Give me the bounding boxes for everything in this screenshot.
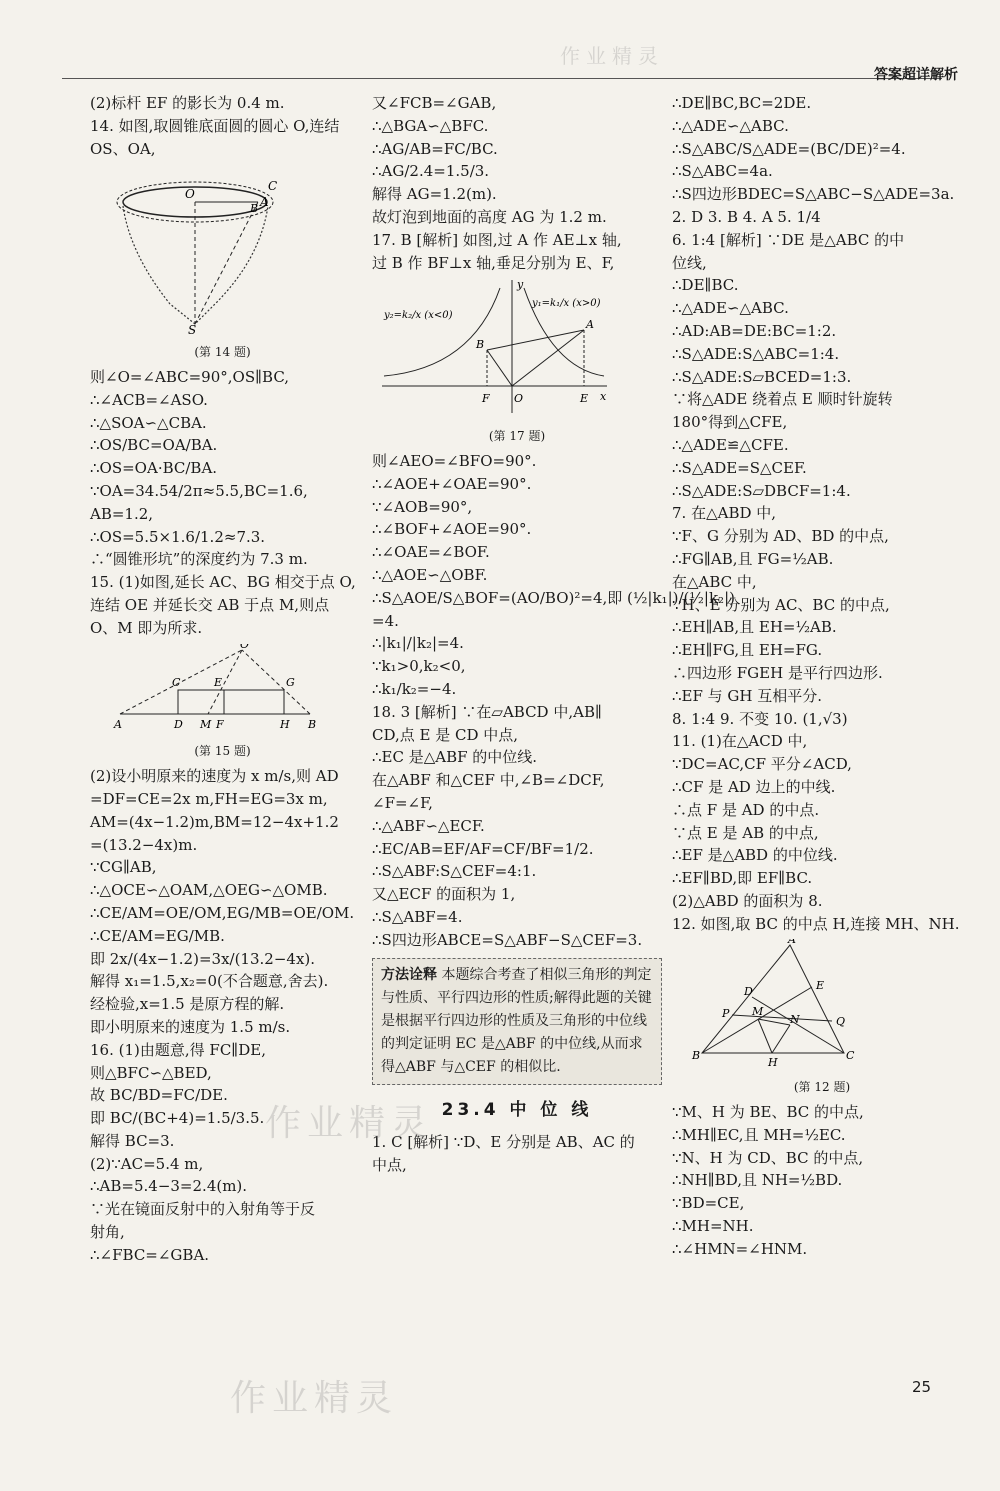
col3-line: 位线, [672, 253, 707, 272]
col3-line: 6. 1:4 [解析] ∵DE 是△ABC 的中 [672, 230, 905, 249]
col1-line: ∴∠FBC=∠GBA. [90, 1245, 210, 1264]
col3-line: ∴AD:AB=DE:BC=1:2. [672, 321, 837, 340]
col3-line: ∵F、G 分别为 AD、BD 的中点, [672, 527, 889, 546]
figure-17-diagram [372, 278, 612, 418]
svg-text:C: C [268, 179, 278, 194]
col1-line: ∴“圆锥形坑”的深度约为 7.3 m. [90, 550, 308, 569]
svg-text:C: C [172, 675, 181, 689]
col3-line: ∴S△ABC=4a. [672, 162, 773, 181]
figure-17-caption: (第 17 题) [488, 429, 546, 444]
header-title: 答案超详解析 [874, 67, 958, 83]
col1-line: =DF=CE=2x m,FH=EG=3x m, [90, 789, 328, 808]
col1-line: ∵OA=34.54/2π≈5.5,BC=1.6, [90, 481, 308, 500]
figure-15-diagram [90, 644, 330, 734]
col3-line: ∴EH∥AB,且 EH=½AB. [672, 618, 837, 637]
col2-line: ∴∠BOF+∠AOE=90°. [372, 520, 532, 539]
col1-line: ∴OS=OA·BC/BA. [90, 459, 218, 478]
figure-15 [90, 644, 355, 764]
col1-lines-b [90, 366, 355, 640]
col3-line: ∴CF 是 AD 边上的中线. [672, 777, 836, 796]
svg-text:D: D [174, 717, 183, 731]
col1-lines-a [90, 92, 355, 160]
col3-line: ∵N、H 为 CD、BC 的中点, [672, 1148, 864, 1167]
col1-line: 15. (1)如图,延长 AC、BG 相交于点 O, [90, 573, 356, 592]
col3-line: ∴MH=NH. [672, 1217, 754, 1236]
col3-line: ∴S△ADE:S▱DBCF=1:4. [672, 481, 851, 500]
col3-line: 在△ABC 中, [672, 572, 757, 591]
svg-text:H: H [280, 717, 290, 731]
svg-text:x: x [600, 390, 607, 404]
col1-line: AM=(4x−1.2)m,BM=12−4x+1.2 [90, 812, 339, 831]
col3-line: ∴EF∥BD,即 EF∥BC. [672, 869, 813, 888]
svg-text:B: B [250, 202, 259, 216]
col3-line: ∴点 F 是 AD 的中点. [672, 800, 820, 819]
col2-line: ∴|k₁|/|k₂|=4. [372, 634, 464, 653]
col2-line: ∴EC/AB=EF/AF=CF/BF=1/2. [372, 839, 594, 858]
col3-lines-a [672, 92, 972, 935]
figure-14-diagram [90, 164, 290, 334]
col1-line: 即 2x/(4x−1.2)=3x/(13.2−4x). [90, 949, 316, 968]
col2-line: 中点, [372, 1156, 407, 1175]
col2-line: ∴△BGA∽△BFC. [372, 116, 489, 135]
svg-text:Q: Q [836, 1015, 846, 1029]
svg-text:C: C [846, 1049, 855, 1063]
col2-line: ∴AG/2.4=1.5/3. [372, 162, 490, 181]
col2-line: 17. B [解析] 如图,过 A 作 AE⊥x 轴, [372, 230, 622, 249]
col2-line: 又∠FCB=∠GAB, [372, 94, 497, 112]
col2-line: 则∠AEO=∠BFO=90°. [372, 451, 537, 470]
col3-line: ∴EF 与 GH 互相平分. [672, 686, 823, 705]
col3-line: ∵点 E 是 AB 的中点, [672, 823, 819, 842]
col3-line: ∴EH∥FG,且 EH=FG. [672, 641, 823, 660]
svg-text:H: H [768, 1056, 778, 1070]
col2-line: =4. [372, 611, 399, 630]
col1-line: (2)标杆 EF 的影长为 0.4 m. [90, 94, 285, 112]
col1-line: 16. (1)由题意,得 FC∥DE, [90, 1040, 266, 1059]
col3-line: ∴S△ADE:S△ABC=1:4. [672, 344, 840, 363]
watermark-2: 作业精灵 [265, 1103, 434, 1144]
col1-line: ∴CE/AM=EG/MB. [90, 926, 225, 945]
watermark-3: 作业精灵 [560, 44, 664, 68]
svg-text:O: O [185, 187, 195, 202]
col3-line: ∴EF 是△ABD 的中位线. [672, 846, 838, 865]
svg-text:O: O [240, 643, 250, 651]
figure-14 [90, 164, 355, 364]
col3-line: 11. (1)在△ACD 中, [672, 732, 808, 751]
svg-text:F: F [482, 392, 490, 406]
col1-line: 14. 如图,取圆锥底面圆的圆心 O,连结 [90, 116, 340, 135]
col2-line: 过 B 作 BF⊥x 轴,垂足分别为 E、F, [372, 253, 615, 272]
col3-line: ∴△ADE∽△ABC. [672, 299, 789, 318]
col3-lines-b [672, 1101, 972, 1261]
col3-line: ∵DC=AC,CF 平分∠ACD, [672, 755, 852, 774]
col1-line: (2)∵AC=5.4 m, [90, 1154, 204, 1173]
col2-line: 在△ABF 和△CEF 中,∠B=∠DCF, [372, 771, 605, 790]
col1-line: 射角, [90, 1223, 125, 1242]
svg-text:E: E [816, 979, 825, 993]
col2-line: ∴k₁/k₂=−4. [372, 679, 457, 698]
col1-line: 连结 OE 并延长交 AB 于点 M,则点 [90, 595, 330, 614]
col3-line: ∴NH∥BD,且 NH=½BD. [672, 1171, 843, 1190]
col3-line: ∴△ADE≌△CFE. [672, 435, 789, 454]
col3-line: ∴MH∥EC,且 MH=½EC. [672, 1125, 846, 1144]
col2-line: ∴△ABF∽△ECF. [372, 816, 485, 835]
col2-line: ∴S四边形ABCE=S△ABF−S△CEF=3. [372, 930, 643, 949]
col2-line: ∴△AOE∽△OBF. [372, 565, 488, 584]
svg-text:B: B [476, 338, 485, 352]
col2-line: 又△ECF 的面积为 1, [372, 885, 516, 904]
col2-line: 18. 3 [解析] ∵在▱ABCD 中,AB∥ [372, 702, 602, 721]
column-3 [672, 92, 972, 1261]
svg-text:B: B [308, 717, 317, 731]
col1-line: ∴AB=5.4−3=2.4(m). [90, 1177, 248, 1196]
svg-text:P: P [722, 1007, 730, 1021]
col2-line: ∴S△ABF=4. [372, 907, 463, 926]
col1-line: 经检验,x=1.5 是原方程的解. [90, 995, 285, 1014]
method-note-title: 方法诠释 [381, 966, 437, 983]
col1-line: 则∠O=∠ABC=90°,OS∥BC, [90, 367, 290, 386]
col1-line: 即小明原来的速度为 1.5 m/s. [90, 1017, 291, 1036]
col2-line: ∵k₁>0,k₂<0, [372, 657, 466, 676]
col3-line: ∵H、E 分别为 AC、BC 的中点, [672, 595, 890, 614]
col3-line: 180°得到△CFE, [672, 413, 788, 432]
col1-line: ∴△OCE∽△OAM,△OEG∽△OMB. [90, 881, 328, 900]
col3-line: (2)△ABD 的面积为 8. [672, 891, 823, 910]
figure-17-y1-label: y₁=k₁/x (x>0) [532, 298, 601, 310]
col1-line: AB=1.2, [90, 504, 154, 523]
col3-line: ∴△ADE∽△ABC. [672, 116, 789, 135]
svg-text:E: E [214, 675, 223, 689]
col3-line: ∴S四边形BDEC=S△ABC−S△ADE=3a. [672, 185, 955, 204]
col3-line: 7. 在△ABD 中, [672, 504, 777, 523]
method-note-text: 本题综合考查了相似三角形的判定与性质、平行四边形的性质;解得此题的关键是根据平行四边形的性质及三角形的中位线的判定证明 EC 是△ABF 的中位线,从而求得△ABF 与△CEF 的相似比. [381, 966, 652, 1075]
svg-text:F: F [216, 717, 224, 731]
col2-line: ∵∠AOB=90°, [372, 497, 473, 516]
col3-line: ∴∠HMN=∠HNM. [672, 1239, 808, 1258]
col3-line: ∵M、H 为 BE、BC 的中点, [672, 1103, 864, 1122]
col1-line: 则△BFC∽△BED, [90, 1063, 212, 1082]
figure-17 [372, 278, 662, 448]
figure-12 [672, 939, 972, 1099]
svg-text:y: y [517, 278, 524, 292]
col3-line: ∴S△ADE=S△CEF. [672, 458, 807, 477]
col1-line: ∵光在镜面反射中的入射角等于反 [90, 1200, 316, 1219]
figure-12-diagram [672, 939, 872, 1069]
col1-line: =(13.2−4x)m. [90, 835, 198, 854]
svg-text:E: E [580, 392, 589, 406]
svg-text:A: A [586, 318, 594, 332]
col2-line: ∴EC 是△ABF 的中位线. [372, 748, 538, 767]
col2-lines-a [372, 92, 662, 274]
col1-line: (2)设小明原来的速度为 x m/s,则 AD [90, 767, 339, 786]
col2-line: ∠F=∠F, [372, 793, 433, 812]
col2-line: ∴AG/AB=FC/BC. [372, 139, 498, 158]
col2-line: ∴S△ABF:S△CEF=4:1. [372, 862, 537, 881]
col3-line: ∴S△ABC/S△ADE=(BC/DE)²=4. [672, 139, 906, 158]
svg-text:A: A [260, 195, 269, 210]
col1-line: ∴OS/BC=OA/BA. [90, 436, 218, 455]
col3-line: ∴DE∥BC. [672, 276, 739, 295]
col3-line: ∵将△ADE 绕着点 E 顺时针旋转 [672, 390, 893, 409]
figure-15-caption: (第 15 题) [194, 744, 251, 759]
svg-text:D: D [744, 985, 753, 999]
col3-line: 2. D 3. B 4. A 5. 1/4 [672, 207, 821, 226]
col1-line: ∵CG∥AB, [90, 858, 157, 877]
svg-text:M: M [752, 1005, 764, 1019]
col2-line: ∴∠AOE+∠OAE=90°. [372, 474, 532, 493]
col1-line: O、M 即为所求. [90, 618, 203, 637]
section-heading: 23.4 中 位 线 [441, 1099, 593, 1120]
col1-line: OS、OA, [90, 139, 156, 158]
col2-line: 解得 AG=1.2(m). [372, 185, 497, 204]
figure-12-caption: (第 12 题) [793, 1080, 851, 1095]
header-rule [62, 78, 942, 79]
svg-text:A: A [788, 939, 796, 947]
svg-text:M: M [200, 717, 212, 731]
col2-line: 故灯泡到地面的高度 AG 为 1.2 m. [372, 207, 607, 226]
svg-text:A: A [114, 717, 122, 731]
figure-17-y2-label: y₂=k₂/x (x<0) [384, 310, 453, 322]
col3-line: ∵BD=CE, [672, 1194, 745, 1213]
col1-line: ∴∠ACB=∠ASO. [90, 390, 208, 409]
svg-text:N: N [790, 1013, 800, 1027]
col1-line: 解得 BC=3. [90, 1131, 175, 1150]
col1-line: ∴OS=5.5×1.6/1.2≈7.3. [90, 527, 266, 546]
col1-line: 解得 x₁=1.5,x₂=0(不合题意,舍去). [90, 972, 329, 991]
column-1 [90, 92, 355, 1267]
col2-line: 1. C [解析] ∵D、E 分别是 AB、AC 的 [372, 1133, 635, 1152]
col2-line: CD,点 E 是 CD 中点, [372, 725, 519, 744]
col3-line: ∴FG∥AB,且 FG=½AB. [672, 549, 834, 568]
col3-line: 8. 1:4 9. 不变 10. (1,√3) [672, 709, 848, 728]
col3-line: ∴DE∥BC,BC=2DE. [672, 94, 812, 112]
col1-line: ∴CE/AM=OE/OM,EG/MB=OE/OM. [90, 903, 355, 922]
watermark-1: 作业精灵 [230, 1378, 399, 1419]
col3-line: ∴S△ADE:S▱BCED=1:3. [672, 367, 852, 386]
svg-text:G: G [286, 675, 295, 689]
col1-line: 即 BC/(BC+4)=1.5/3.5. [90, 1109, 265, 1128]
col1-line: 故 BC/BD=FC/DE. [90, 1086, 228, 1105]
col3-line: 12. 如图,取 BC 的中点 H,连接 MH、NH. [672, 914, 960, 933]
figure-14-caption: (第 14 题) [194, 345, 251, 360]
svg-text:B: B [692, 1049, 701, 1063]
col2-line: ∴∠OAE=∠BOF. [372, 543, 490, 562]
svg-text:S: S [188, 323, 197, 335]
col1-lines-c [90, 765, 355, 1267]
page-number: 25 [912, 1378, 932, 1396]
svg-text:O: O [514, 392, 524, 406]
col2-line: ∴S△AOE/S△BOF=(AO/BO)²=4,即 (½|k₁|)/(½|k₂|) [372, 588, 735, 607]
method-note-box [372, 958, 662, 1085]
col1-line: ∴△SOA∽△CBA. [90, 413, 207, 432]
col3-line: ∴四边形 FGEH 是平行四边形. [672, 663, 883, 682]
